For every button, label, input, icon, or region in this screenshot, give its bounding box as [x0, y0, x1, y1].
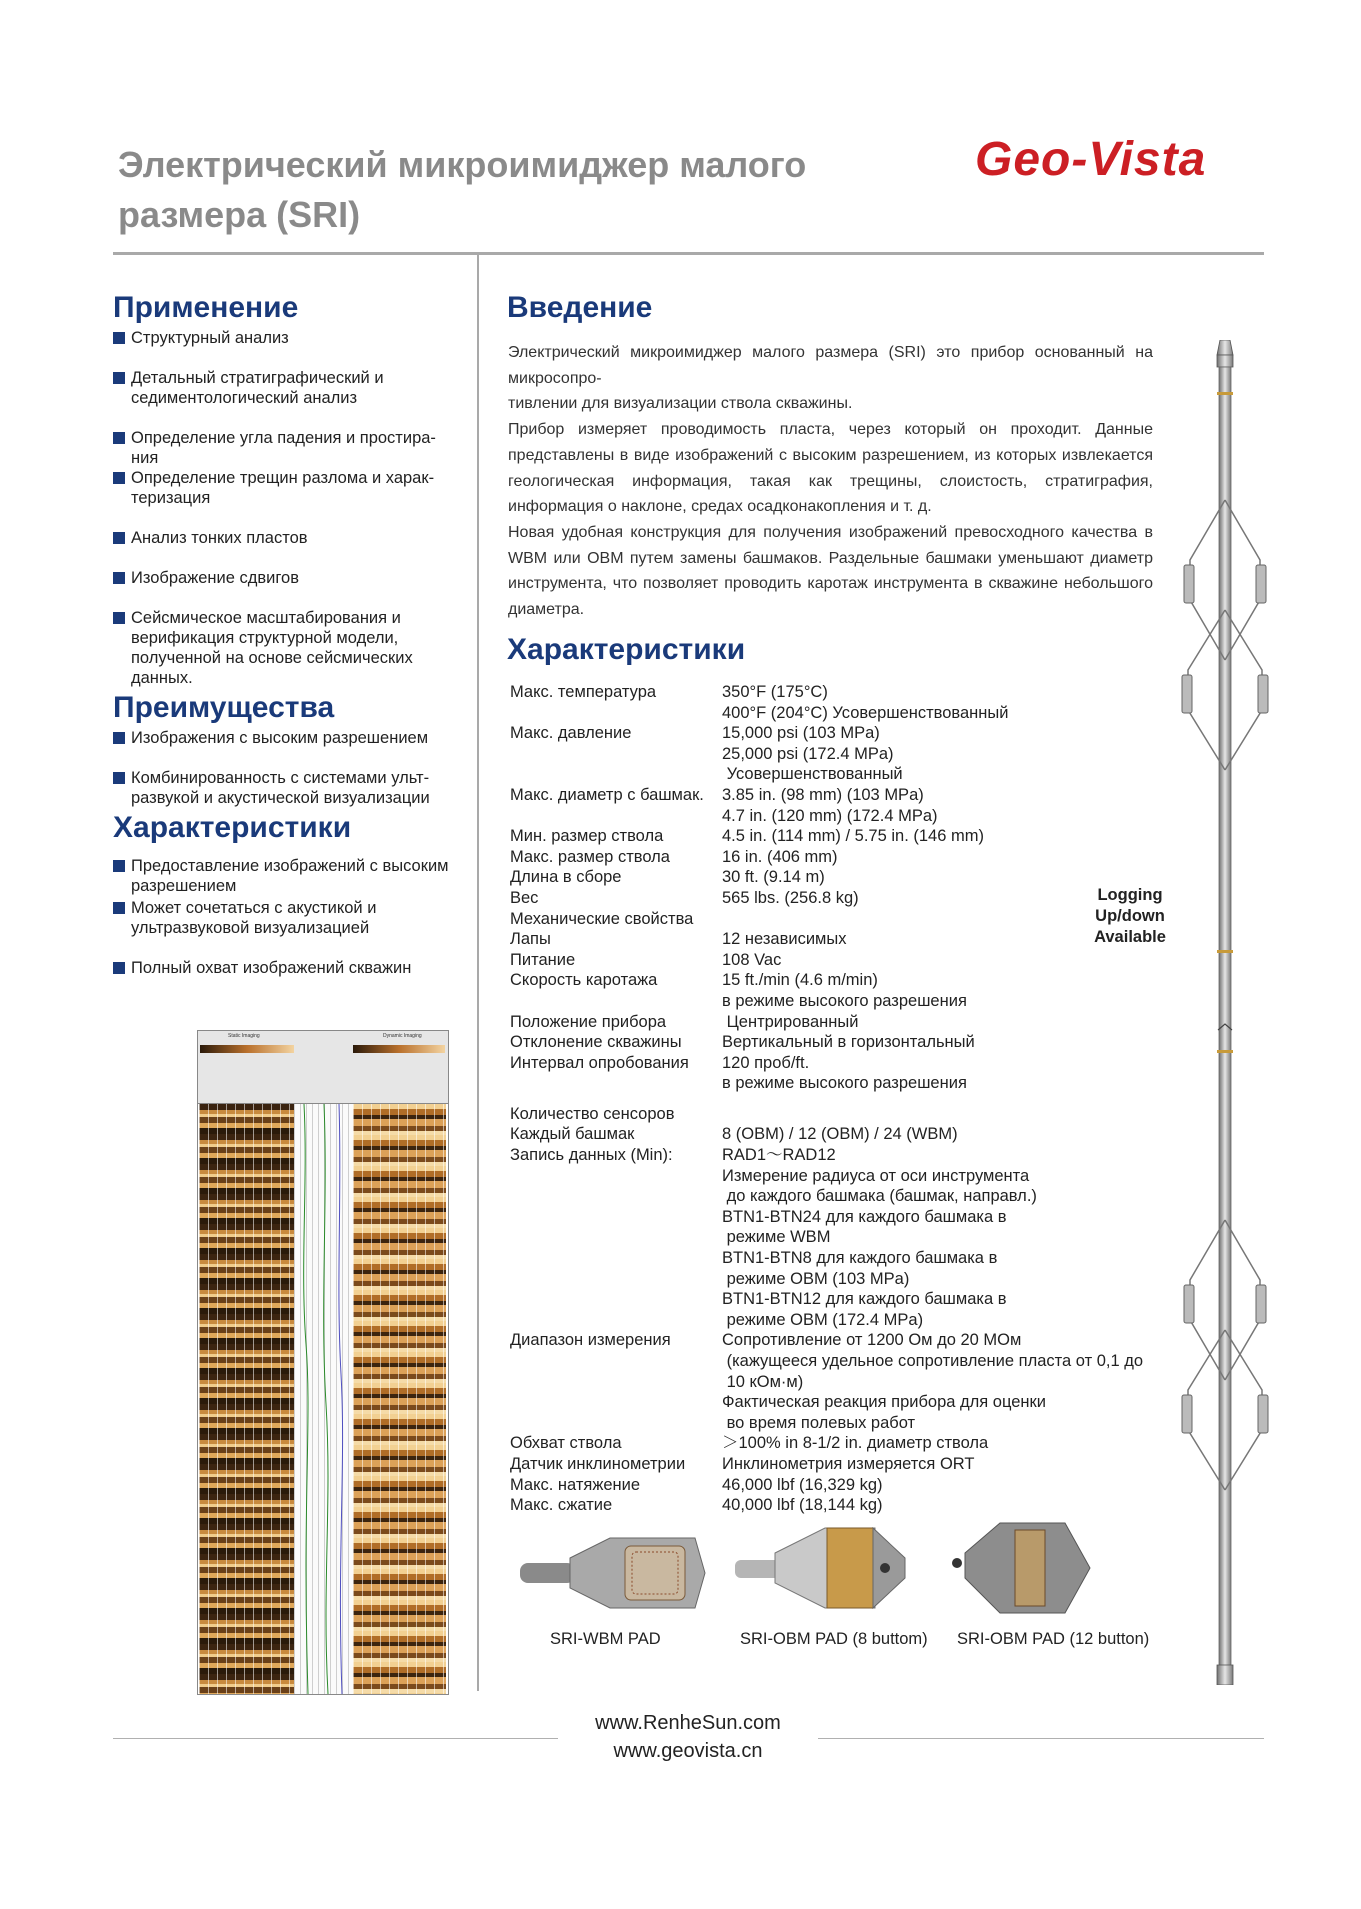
spec-value: 12 независимых	[722, 930, 847, 949]
left-column	[113, 290, 453, 978]
list-item: Сейсмическое масштабирования и верификация структурной модели, полученной на основе сейсмических данных.	[113, 608, 453, 688]
spec-key: Длина в сборе	[510, 868, 622, 887]
spec-key	[510, 1289, 722, 1310]
spec-value: режиме WBM	[722, 1228, 831, 1247]
bullet-square-icon	[113, 902, 125, 914]
spec-row	[510, 950, 1270, 971]
spec-key	[510, 1207, 722, 1228]
spec-value: 10 кОм·м)	[722, 1372, 804, 1391]
spec-value: 30 ft. (9.14 m)	[722, 868, 825, 887]
spec-row	[510, 1073, 1270, 1094]
footer-divider-left	[113, 1738, 558, 1739]
footer-url-renhesun[interactable]: www.RenheSun.com	[595, 1712, 781, 1734]
title-line-1: Электрический микроимиджер малого	[118, 144, 807, 185]
list-item: Изображения с высоким разрешением	[113, 728, 453, 748]
spec-key	[510, 1166, 722, 1187]
spec-key	[510, 1310, 722, 1331]
spec-key: Механические свойства	[510, 909, 694, 928]
dynamic-image-track	[353, 1104, 446, 1694]
spec-value: ＞100% in 8-1/2 in. диаметр ствола	[722, 1434, 989, 1453]
advantages-list	[113, 728, 453, 808]
spec-row	[510, 1269, 1270, 1290]
spec-key: Запись данных (Min):	[510, 1146, 673, 1165]
spec-key	[510, 703, 722, 724]
spec-value: режиме OBM (103 MPa)	[722, 1269, 910, 1288]
spec-value: Фактическая реакция прибора для оценки	[722, 1393, 1046, 1412]
spec-value: до каждого башмака (башмак, направл.)	[722, 1187, 1037, 1206]
spec-key: Лапы	[510, 930, 551, 949]
spec-key: Макс. диаметр с башмак.	[510, 785, 704, 804]
spec-key	[510, 1248, 722, 1269]
spec-row	[510, 1227, 1270, 1248]
bullet-square-icon	[113, 612, 125, 624]
spec-key: Макс. давление	[510, 724, 632, 743]
list-item: Детальный стратиграфический и седиментологический анализ	[113, 368, 453, 408]
spec-row	[510, 785, 1270, 806]
intro-text: Электрический микроимиджер малого размера (SRI) это прибор основанный на микросопро- тивлении для визуализации ствола скважины. Прибор измеряет проводимость пласта, через который он проходит. Данные представлены в виде изображений с высоким разрешением, из которых извлекается геологическая информация, такая как трещины, слоистость, стратиграфия, информация о наклоне, средах осадконакопления и т. д. Новая удобная конструкция для получения изображений превосходного качества в WBM или OBM путем замены башмаков. Раздельные башмаки уменьшают диаметр инструмента, что позволяет проводить каротаж инструмента в скважине небольшого диаметра.	[508, 344, 1153, 619]
spec-key	[510, 744, 722, 765]
specs-heading: Характеристики	[507, 633, 746, 666]
spec-value: 120 проб/ft.	[722, 1053, 810, 1072]
bullet-square-icon	[113, 572, 125, 584]
specs-table	[510, 682, 1270, 1516]
spec-row	[510, 1330, 1270, 1351]
spec-row	[510, 806, 1270, 827]
spec-row	[510, 1433, 1270, 1454]
spec-key: Скорость каротажа	[510, 971, 658, 990]
bullet-square-icon	[113, 332, 125, 344]
spec-key	[510, 1372, 722, 1393]
geo-vista-logo: Geo-Vista	[975, 133, 1207, 186]
spec-key: Вес	[510, 888, 539, 907]
spec-value: BTN1-BTN24 для каждого башмака в	[722, 1207, 1007, 1226]
spec-value: Центрированный	[722, 1012, 859, 1031]
bullet-square-icon	[113, 472, 125, 484]
spec-key: Макс. сжатие	[510, 1496, 613, 1515]
spec-row	[510, 744, 1270, 765]
list-item: Определение трещин разлома и харак- теризация	[113, 468, 453, 508]
bullet-square-icon	[113, 532, 125, 544]
spec-key	[510, 1351, 722, 1372]
spec-key	[510, 1186, 722, 1207]
spec-row	[510, 1495, 1270, 1516]
sri-wbm-pad-image	[520, 1528, 710, 1618]
bullet-square-icon	[113, 860, 125, 872]
applications-heading: Применение	[113, 291, 299, 324]
pad-caption-obm-8: SRI-OBM PAD (8 buttom)	[740, 1630, 928, 1648]
advantages-heading: Преимущества	[113, 691, 335, 724]
spec-row	[510, 1104, 1270, 1125]
logging-note: Logging Up/down Available	[1094, 886, 1166, 946]
spec-key: Каждый башмак	[510, 1125, 635, 1144]
spec-key	[510, 1227, 722, 1248]
spec-row	[510, 1124, 1270, 1145]
list-item: Комбинированность с системами ульт- развукой и акустической визуализации	[113, 768, 453, 808]
bullet-square-icon	[113, 432, 125, 444]
spec-row	[510, 826, 1270, 847]
spec-key: Отклонение скважины	[510, 1033, 682, 1052]
spec-value: 25,000 psi (172.4 MPa)	[722, 744, 894, 763]
spec-key	[510, 764, 722, 785]
spec-row	[510, 1351, 1270, 1372]
spec-key: Обхват ствола	[510, 1434, 622, 1453]
spec-row	[510, 1413, 1270, 1434]
spec-key: Интервал опробования	[510, 1053, 689, 1072]
sri-obm-12-pad-image	[945, 1518, 1095, 1618]
spec-value: 46,000 lbf (16,329 kg)	[722, 1475, 883, 1494]
list-item: Полный охват изображений скважин	[113, 958, 453, 978]
borehole-image-log	[197, 1030, 449, 1695]
spec-key: Мин. размер ствола	[510, 827, 664, 846]
intro-heading: Введение	[507, 291, 653, 324]
dynamic-color-scale	[353, 1045, 445, 1053]
footer-url-geovista[interactable]: www.geovista.cn	[613, 1740, 763, 1762]
spec-row	[510, 703, 1270, 724]
log-header-left-label: Static Imaging	[228, 1033, 260, 1039]
features-list	[113, 856, 453, 978]
spec-value: BTN1-BTN12 для каждого башмака в	[722, 1290, 1007, 1309]
spec-value: Вертикальный в горизонтальный	[722, 1033, 975, 1052]
spec-row	[510, 1289, 1270, 1310]
features-heading: Характеристики	[113, 811, 352, 844]
list-item: Анализ тонких пластов	[113, 528, 453, 548]
spec-row	[510, 1392, 1270, 1413]
spec-value: 15,000 psi (103 MPa)	[722, 724, 880, 743]
spec-value: 8 (OBM) / 12 (OBM) / 24 (WBM)	[722, 1125, 958, 1144]
spec-value: Усовершенствованный	[722, 765, 903, 784]
list-item: Структурный анализ	[113, 328, 453, 348]
list-item: Может сочетаться с акустикой и ультразвуковой визуализацией	[113, 898, 453, 938]
pad-caption-wbm: SRI-WBM PAD	[550, 1630, 661, 1648]
spec-key: Диапазон измерения	[510, 1331, 671, 1350]
spec-row	[510, 1475, 1270, 1496]
page-title	[118, 140, 878, 240]
spec-key: Датчик инклинометрии	[510, 1454, 686, 1473]
spec-key	[510, 991, 722, 1012]
spec-row	[510, 1186, 1270, 1207]
footer-divider-right	[818, 1738, 1264, 1739]
spec-row	[510, 991, 1270, 1012]
spec-value: 3.85 in. (98 mm) (103 MPa)	[722, 785, 924, 804]
spec-row	[510, 1166, 1270, 1187]
curve-track	[294, 1104, 353, 1694]
spec-row	[510, 1032, 1270, 1053]
spec-row	[510, 764, 1270, 785]
spec-row	[510, 682, 1270, 703]
list-item: Предоставление изображений с высоким разрешением	[113, 856, 453, 896]
spec-key: Питание	[510, 950, 576, 969]
spec-value: 350°F (175°C)	[722, 683, 828, 701]
spec-row	[510, 1207, 1270, 1228]
spec-value: режиме OBM (172.4 MPa)	[722, 1310, 924, 1329]
spec-value: BTN1-BTN8 для каждого башмака в	[722, 1249, 998, 1268]
spec-value: Инклинометрия измеряется ORT	[722, 1454, 975, 1473]
spec-value: (кажущееся удельное сопротивление пласта от 0,1 до	[722, 1352, 1144, 1370]
log-header	[198, 1031, 448, 1104]
spec-value: 400°F (204°C) Усовершенствованный	[722, 703, 1009, 722]
spec-value: Сопротивление от 1200 Ом до 20 МОм	[722, 1331, 1022, 1350]
list-item: Определение угла падения и простира- ния	[113, 428, 453, 468]
spec-key: Макс. натяжение	[510, 1475, 641, 1494]
spec-row	[510, 847, 1270, 868]
spec-value: 565 lbs. (256.8 kg)	[722, 888, 859, 907]
spec-value: 4.5 in. (114 mm) / 5.75 in. (146 mm)	[722, 827, 984, 846]
spec-row	[510, 1310, 1270, 1331]
bullet-square-icon	[113, 372, 125, 384]
log-header-right-label: Dynamic Imaging	[383, 1033, 422, 1039]
spec-key: Макс. температура	[510, 683, 657, 701]
spec-row	[510, 723, 1270, 744]
spec-row	[510, 970, 1270, 991]
bullet-square-icon	[113, 962, 125, 974]
column-divider	[477, 255, 479, 1691]
spec-value: во время полевых работ	[722, 1413, 916, 1432]
bullet-square-icon	[113, 772, 125, 784]
spec-row	[510, 1454, 1270, 1475]
spec-value: Измерение радиуса от оси инструмента	[722, 1166, 1030, 1185]
spec-row	[510, 1372, 1270, 1393]
spec-key: Положение прибора	[510, 1012, 667, 1031]
spec-value: 4.7 in. (120 mm) (172.4 MPa)	[722, 806, 938, 825]
static-image-track	[199, 1104, 294, 1694]
bullet-square-icon	[113, 732, 125, 744]
spec-value: 16 in. (406 mm)	[722, 847, 838, 866]
spec-value: RAD1～RAD12	[722, 1146, 836, 1165]
spec-key	[510, 1413, 722, 1434]
list-item: Изображение сдвигов	[113, 568, 453, 588]
spec-row	[510, 1145, 1270, 1166]
spec-value: в режиме высокого разрешения	[722, 1074, 967, 1093]
sri-obm-8-pad-image	[735, 1518, 915, 1618]
spec-key	[510, 1073, 722, 1094]
spec-value: в режиме высокого разрешения	[722, 991, 967, 1010]
spec-row	[510, 1012, 1270, 1033]
spec-value: 40,000 lbf (18,144 kg)	[722, 1496, 883, 1515]
static-color-scale	[200, 1045, 294, 1053]
spec-key	[510, 1392, 722, 1413]
header-divider	[113, 252, 1264, 255]
spec-row	[510, 1248, 1270, 1269]
log-curves	[294, 1104, 353, 1694]
spec-key: Макс. размер ствола	[510, 847, 670, 866]
spec-key: Количество сенсоров	[510, 1104, 675, 1123]
applications-list	[113, 328, 453, 688]
spec-value: 108 Vac	[722, 950, 782, 969]
spec-key	[510, 1269, 722, 1290]
sri-tool-illustration	[1180, 340, 1270, 1685]
spec-value	[722, 1104, 1192, 1125]
spec-row	[510, 1053, 1270, 1074]
title-line-2: размера (SRI)	[118, 194, 361, 235]
spec-key	[510, 806, 722, 827]
pad-caption-obm-12: SRI-OBM PAD (12 button)	[957, 1630, 1150, 1648]
spec-value: 15 ft./min (4.6 m/min)	[722, 971, 878, 990]
